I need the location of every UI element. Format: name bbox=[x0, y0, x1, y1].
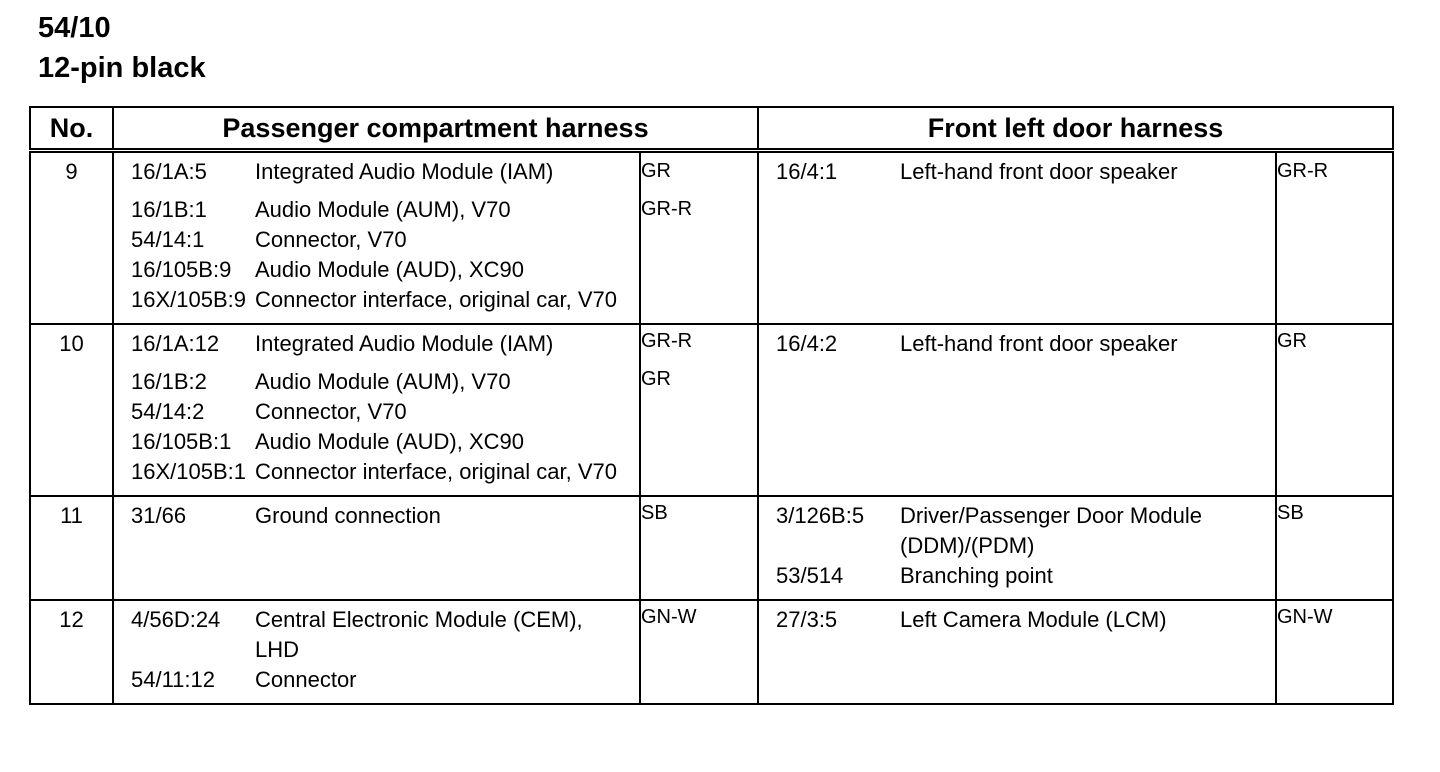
connection-entry bbox=[114, 397, 639, 427]
connection-description: Connector bbox=[255, 667, 357, 692]
connection-code: 31/66 bbox=[131, 503, 187, 528]
connection-entry bbox=[114, 665, 639, 695]
connection-code: 16/1A:12 bbox=[131, 331, 220, 356]
wire-color: SB bbox=[641, 502, 668, 524]
connection-entry bbox=[114, 195, 639, 225]
connection-code: 16/4:2 bbox=[776, 331, 838, 356]
connection-code: 4/56D:24 bbox=[131, 607, 221, 632]
pin-number: 11 bbox=[30, 496, 113, 600]
connection-entry bbox=[114, 501, 639, 531]
wire-color: GR bbox=[1277, 330, 1307, 352]
connection-entry bbox=[114, 367, 639, 397]
wire-color: SB bbox=[1277, 502, 1304, 524]
connection-entry bbox=[759, 329, 1275, 359]
connection-description: Connector, V70 bbox=[255, 399, 407, 424]
connection-description: Branching point bbox=[900, 563, 1053, 588]
connection-description: Audio Module (AUM), V70 bbox=[255, 197, 511, 222]
connection-code: 16/4:1 bbox=[776, 159, 838, 184]
wire-color: GR-R bbox=[1277, 159, 1329, 182]
connection-code: 16X/105B:9 bbox=[131, 287, 246, 312]
connector-number: 54/10 bbox=[38, 12, 111, 44]
connection-description: Central Electronic Module (CEM), LHD bbox=[255, 607, 583, 662]
passenger-wire-color-cell bbox=[640, 324, 758, 496]
door-harness-cell bbox=[758, 151, 1276, 325]
connection-description: Connector interface, original car, V70 bbox=[255, 459, 617, 484]
connection-entry bbox=[114, 255, 639, 285]
connection-code: 54/14:2 bbox=[131, 399, 205, 424]
connection-entry bbox=[759, 605, 1275, 635]
door-wire-color-cell bbox=[1276, 151, 1393, 325]
wire-color: GR-R bbox=[641, 197, 693, 220]
passenger-wire-color-cell bbox=[640, 151, 758, 325]
passenger-harness-cell bbox=[113, 496, 640, 600]
connection-entry bbox=[114, 157, 639, 187]
connection-code: 3/126B:5 bbox=[776, 503, 865, 528]
connection-code: 16/1B:2 bbox=[131, 369, 207, 394]
connection-code: 53/514 bbox=[776, 563, 844, 588]
header-passenger-harness: Passenger compartment harness bbox=[113, 107, 758, 151]
passenger-harness-cell bbox=[113, 151, 640, 325]
connection-entry bbox=[114, 605, 639, 665]
table-row bbox=[30, 600, 1393, 704]
connection-description: Integrated Audio Module (IAM) bbox=[255, 331, 554, 356]
connection-description: Audio Module (AUM), V70 bbox=[255, 369, 511, 394]
connection-description: Integrated Audio Module (IAM) bbox=[255, 159, 554, 184]
pin-number: 9 bbox=[30, 151, 113, 325]
connection-entry bbox=[114, 225, 639, 255]
connection-description: Left-hand front door speaker bbox=[900, 159, 1178, 184]
connection-code: 16/105B:9 bbox=[131, 257, 232, 282]
connection-code: 16/1B:1 bbox=[131, 197, 207, 222]
connection-entry bbox=[759, 157, 1275, 187]
connection-entry bbox=[114, 427, 639, 457]
header-no: No. bbox=[30, 107, 113, 151]
connection-entry bbox=[759, 501, 1275, 561]
door-wire-color-cell bbox=[1276, 324, 1393, 496]
table-body bbox=[30, 151, 1393, 705]
connection-description: Audio Module (AUD), XC90 bbox=[255, 429, 525, 454]
pin-number: 10 bbox=[30, 324, 113, 496]
table-row bbox=[30, 151, 1393, 325]
wire-color: GR bbox=[641, 368, 671, 390]
door-harness-cell bbox=[758, 600, 1276, 704]
connection-entry bbox=[114, 285, 639, 315]
connection-description: Left-hand front door speaker bbox=[900, 331, 1178, 356]
connection-description: Connector interface, original car, V70 bbox=[255, 287, 617, 312]
door-wire-color-cell bbox=[1276, 600, 1393, 704]
connection-entry bbox=[114, 329, 639, 359]
connection-code: 16X/105B:1 bbox=[131, 459, 246, 484]
connection-description: Audio Module (AUD), XC90 bbox=[255, 257, 525, 282]
connection-code: 16/105B:1 bbox=[131, 429, 232, 454]
door-harness-cell bbox=[758, 496, 1276, 600]
table-row bbox=[30, 324, 1393, 496]
passenger-harness-cell bbox=[113, 600, 640, 704]
connection-description: Connector, V70 bbox=[255, 227, 407, 252]
connection-code: 54/11:12 bbox=[131, 667, 216, 692]
connection-entry bbox=[759, 561, 1275, 591]
connection-entry bbox=[114, 457, 639, 487]
header-front-left-door-harness: Front left door harness bbox=[758, 107, 1393, 151]
wire-color: GN-W bbox=[641, 606, 697, 628]
table-row bbox=[30, 496, 1393, 600]
pin-table bbox=[29, 106, 1394, 705]
connection-code: 54/14:1 bbox=[131, 227, 205, 252]
passenger-wire-color-cell bbox=[640, 496, 758, 600]
pin-number: 12 bbox=[30, 600, 113, 704]
door-wire-color-cell bbox=[1276, 496, 1393, 600]
connection-description: Driver/Passenger Door Module (DDM)/(PDM) bbox=[900, 503, 1203, 558]
passenger-harness-cell bbox=[113, 324, 640, 496]
connection-code: 27/3:5 bbox=[776, 607, 838, 632]
table-header-row bbox=[30, 107, 1393, 151]
connection-description: Ground connection bbox=[255, 503, 441, 528]
wire-color: GN-W bbox=[1277, 606, 1333, 628]
passenger-wire-color-cell bbox=[640, 600, 758, 704]
connection-description: Left Camera Module (LCM) bbox=[900, 607, 1167, 632]
door-harness-cell bbox=[758, 324, 1276, 496]
wire-color: GR-R bbox=[641, 330, 693, 352]
connection-code: 16/1A:5 bbox=[131, 159, 207, 184]
wire-color: GR bbox=[641, 159, 671, 182]
connector-description: 12-pin black bbox=[38, 52, 206, 84]
